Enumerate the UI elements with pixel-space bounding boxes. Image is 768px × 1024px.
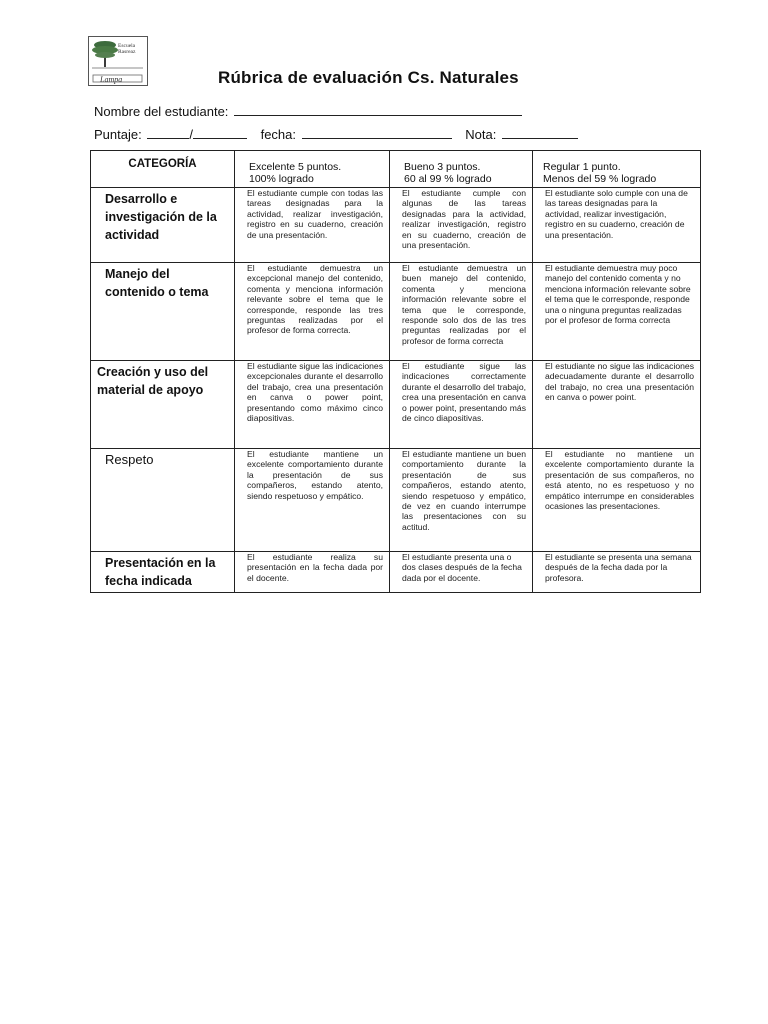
regular-description: El estudiante se presenta una semana después de la fecha dada por la profesora. (533, 552, 701, 593)
regular-description: El estudiante solo cumple con una de las tareas designadas para la actividad, realizar investigación, registro en su cuaderno, creación de una presentación. (533, 188, 701, 263)
excellent-description: El estudiante mantiene un excelente comportamiento durante la presentación de sus compañeros, estando atento, siendo respetuoso y empático. (235, 449, 390, 552)
regular-description: El estudiante demuestra muy poco manejo del contenido comenta y no menciona información relevante sobre el tema que le corresponde, responde una o ninguna preguntas realizadas por el profesor de forma correcta (533, 263, 701, 361)
level-header-good (390, 151, 533, 188)
date-label: fecha: (260, 127, 296, 142)
header-row (91, 151, 701, 188)
excellent-description: El estudiante cumple con todas las tareas designadas para la actividad, realizar investigación, registro en su cuaderno, creación de una presentación. (235, 188, 390, 263)
category-cell: Creación y uso del material de apoyo (91, 361, 235, 449)
rubric-row (91, 188, 701, 263)
category-cell: Manejo del contenido o tema (91, 263, 235, 361)
good-description: El estudiante demuestra un buen manejo del contenido, comenta y menciona información relevante sobre el tema que le corresponde, responde solo dos de las tres preguntas realizadas por el profesor de forma correcta (390, 263, 533, 361)
date-field[interactable] (302, 126, 452, 139)
rubric-row (91, 449, 701, 552)
level-header-excellent (235, 151, 390, 188)
grade-label: Nota: (465, 127, 497, 142)
rubric-table (90, 150, 701, 593)
regular-description: El estudiante no sigue las indicaciones adecuadamente durante el desarrollo del trabajo, no crea una presentación en canva o power point. (533, 361, 701, 449)
excellent-description: El estudiante sigue las indicaciones excepcionales durante el desarrollo del trabajo, crea una presentación en canva o power point, presentando como máximo cinco diapositivas. (235, 361, 390, 449)
level-header-regular (533, 151, 701, 188)
level-header-line1: Bueno 3 puntos. (404, 161, 481, 173)
rubric-row (91, 263, 701, 361)
rubric-row (91, 552, 701, 593)
category-cell: Respeto (91, 449, 235, 552)
excellent-description: El estudiante demuestra un excepcional manejo del contenido, comenta y menciona información relevante sobre el tema que le corresponde, responde las tres preguntas realizadas por el profesor de forma correcta. (235, 263, 390, 361)
level-header-line2: 100% logrado (249, 173, 314, 185)
student-name-label: Nombre del estudiante: (94, 104, 229, 119)
rubric-row (91, 361, 701, 449)
regular-description: El estudiante no mantiene un excelente comportamiento durante la presentación de sus compañeros, no está atento, no es respetuoso y no empático interrumpe en considerables ocasiones las presentaciones. (533, 449, 701, 552)
score-total-field[interactable] (193, 126, 247, 139)
score-label: Puntaje: (94, 127, 142, 142)
level-header-line1: Excelente 5 puntos. (249, 161, 342, 173)
category-cell: Desarrollo e investigación de la actividad (91, 188, 235, 263)
score-line (94, 126, 578, 142)
score-obtained-field[interactable] (147, 126, 189, 139)
document-title: Rúbrica de evaluación Cs. Naturales (218, 68, 519, 87)
logo-name: Lampa (100, 75, 123, 84)
good-description: El estudiante cumple con algunas de las tareas designadas para la actividad, realizar investigación, registro en su cuaderno, creación de una presentación. (390, 188, 533, 263)
student-name-line (94, 103, 522, 119)
category-cell: Presentación en la fecha indicada (91, 552, 235, 593)
good-description: El estudiante presenta una o dos clases después de la fecha dada por el docente. (390, 552, 533, 593)
category-header: CATEGORÍA (91, 151, 235, 188)
good-description: El estudiante sigue las indicaciones correctamente durante el desarrollo del trabajo, crea una presentación en canva o power point, presentando más de cinco diapositivas. (390, 361, 533, 449)
logo-caption: Escuela Rasreaz (118, 43, 136, 55)
grade-field[interactable] (502, 126, 578, 139)
good-description: El estudiante mantiene un buen comportamiento durante la presentación de sus compañeros, estando atento, siendo respetuoso y empático, de vez en cuando interrumpe las presentaciones con su actitud. (390, 449, 533, 552)
level-header-line2: 60 al 99 % logrado (404, 173, 492, 185)
score-separator: / (189, 127, 193, 142)
excellent-description: El estudiante realiza su presentación en la fecha dada por el docente. (235, 552, 390, 593)
level-header-line2: Menos del 59 % logrado (543, 173, 657, 185)
level-header-line1: Regular 1 punto. (543, 161, 621, 173)
student-name-field[interactable] (234, 103, 522, 116)
